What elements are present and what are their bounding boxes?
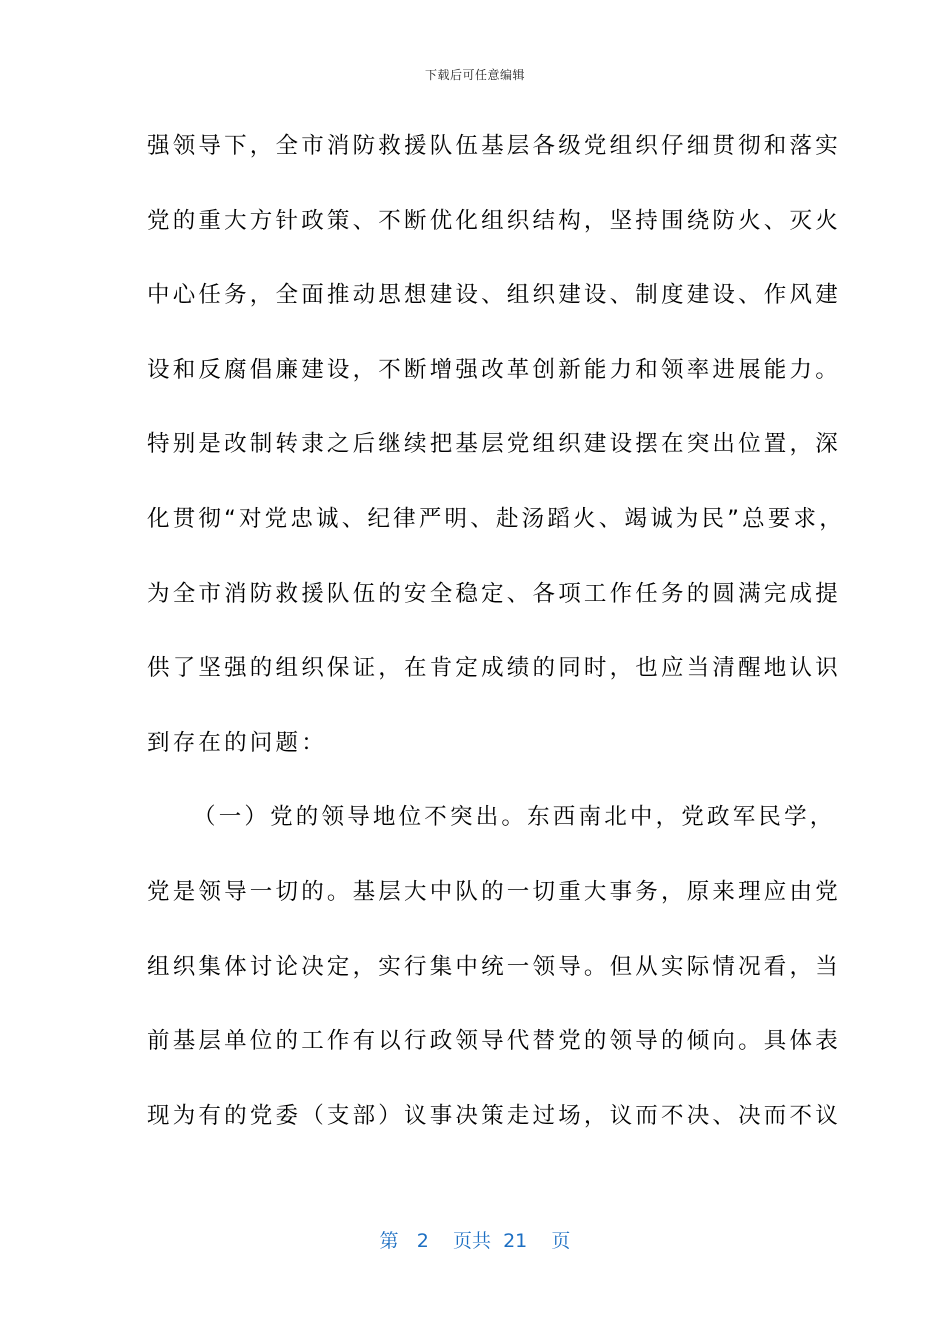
current-page-number: 2	[416, 1230, 429, 1252]
text-line: 现为有的党委（支部）议事决策走过场，议而不决、决而不议	[147, 1102, 841, 1129]
text-line: 党是领导一切的。基层大中队的一切重大事务，原来理应由党	[147, 878, 841, 905]
footer-prefix: 第	[379, 1230, 399, 1252]
text-line: 党的重大方针政策、不断优化组织结构，坚持围绕防火、灭火	[147, 207, 841, 234]
page-footer	[0, 1226, 950, 1253]
text-line: 供了坚强的组织保证，在肯定成绩的同时，也应当清醒地认识	[147, 655, 841, 682]
section-heading-line: （一）党的领导地位不突出。东西南北中，党政军民学，	[193, 804, 836, 831]
footer-suffix: 页	[551, 1230, 571, 1252]
text-line: 组织集体讨论决定，实行集中统一领导。但从实际情况看，当	[147, 953, 841, 980]
text-line: 强领导下，全市消防救援队伍基层各级党组织仔细贯彻和落实	[147, 133, 841, 159]
text-line: 到存在的问题：	[147, 729, 327, 756]
text-line: 前基层单位的工作有以行政领导代替党的领导的倾向。具体表	[147, 1028, 841, 1055]
text-line: 为全市消防救援队伍的安全稳定、各项工作任务的圆满完成提	[147, 580, 841, 607]
total-pages-number: 21	[503, 1230, 528, 1252]
text-line: 化贯彻“对党忠诚、纪律严明、赴汤蹈火、竭诚为民”总要求，	[147, 505, 845, 532]
text-line: 特别是改制转隶之后继续把基层党组织建设摆在突出位置，深	[147, 431, 841, 458]
footer-middle: 页共	[452, 1230, 491, 1252]
header-note: 下载后可任意编辑	[424, 68, 525, 82]
text-line: 设和反腐倡廉建设，不断增强改革创新能力和领率进展能力。	[147, 356, 841, 383]
text-line: 中心任务，全面推动思想建设、组织建设、制度建设、作风建	[147, 282, 841, 309]
document-body	[147, 126, 845, 1170]
